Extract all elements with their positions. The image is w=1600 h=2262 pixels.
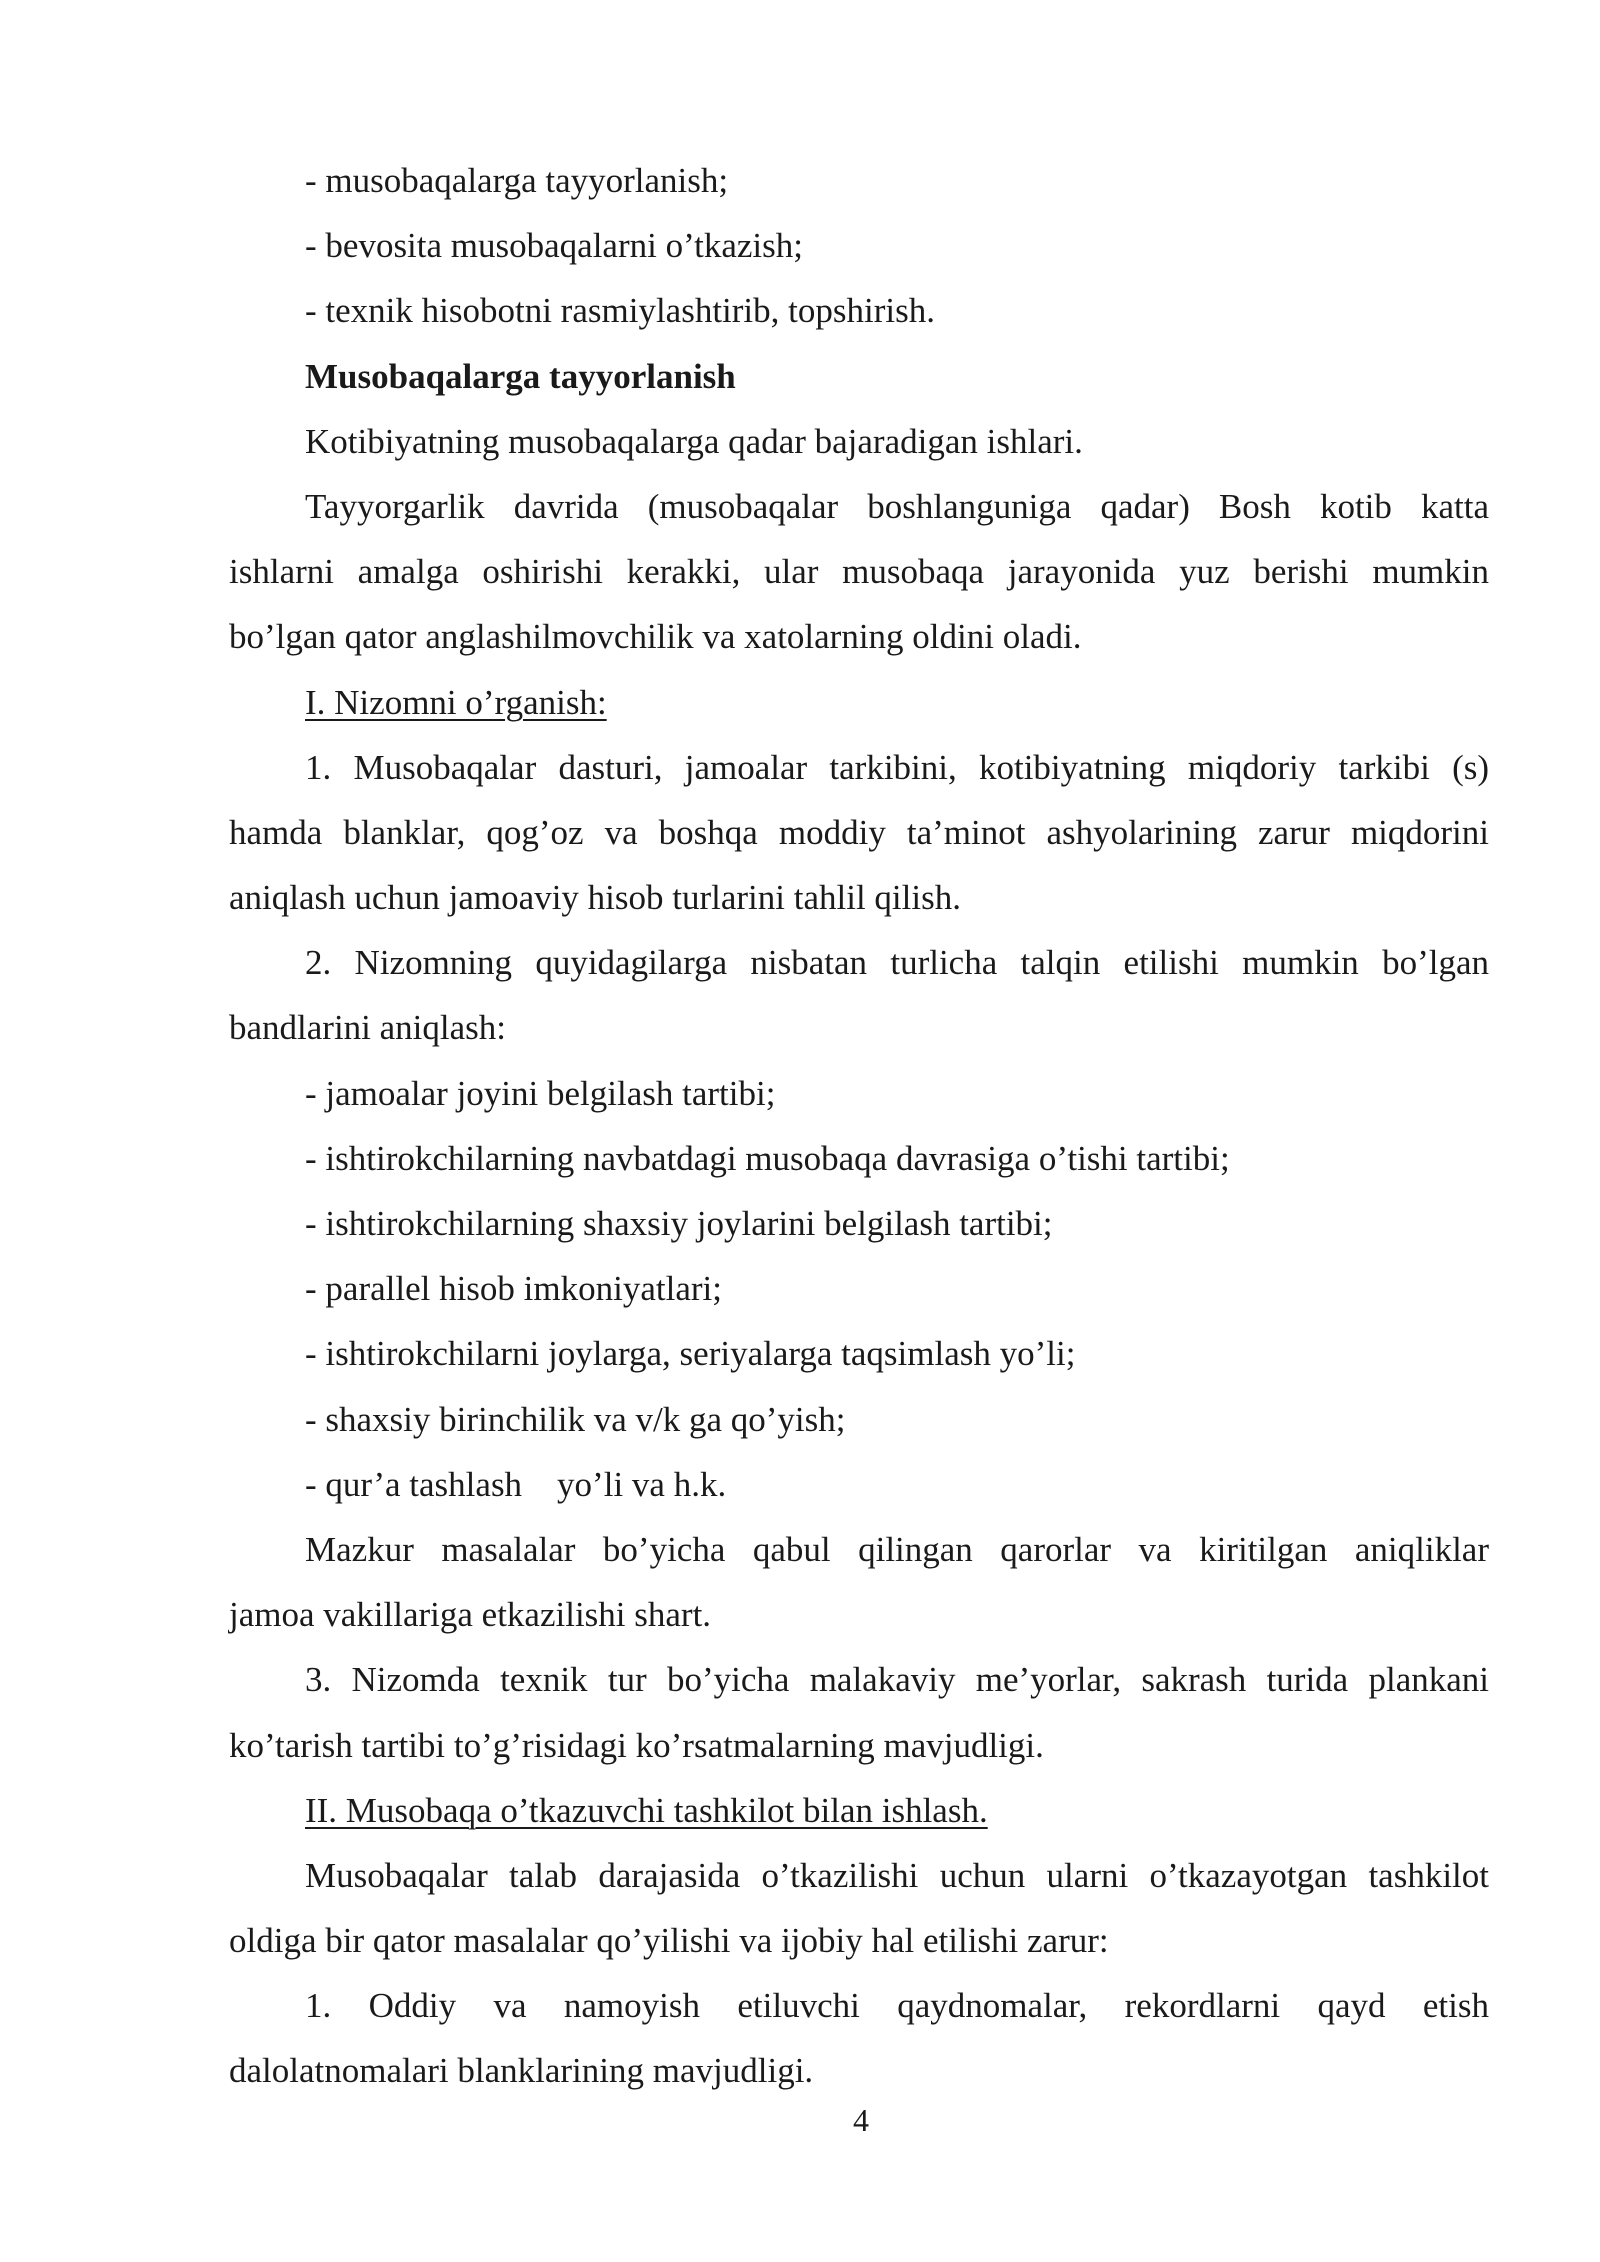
list-item: - ishtirokchilarning navbatdagi musobaqa davrasiga o’tishi tartibi;	[305, 1138, 1230, 1178]
subsection-heading	[229, 1778, 1489, 1843]
paragraph-line: 1. Musobaqalar dasturi, jamoalar tarkibini, kotibiyatning miqdoriy tarkibi (s)	[305, 747, 1489, 787]
paragraph-line: bo’lgan qator anglashilmovchilik va xatolarning oldini oladi.	[229, 617, 1082, 657]
paragraph-line: 2. Nizomning quyidagilarga nisbatan turlicha talqin etilishi mumkin bo’lgan	[305, 943, 1489, 983]
bullet-item: - texnik hisobotni rasmiylashtirib, topshirish.	[305, 291, 935, 331]
paragraph-line: Musobaqalar talab darajasida o’tkazilishi uchun ularni o’tkazayotgan tashkilot	[305, 1855, 1489, 1895]
paragraph-line: 1. Oddiy va namoyish etiluvchi qaydnomalar, rekordlarni qayd etish	[305, 1986, 1489, 2026]
paragraph-line: oldiga bir qator masalalar qo’yilishi va ijobiy hal etilishi zarur:	[229, 1921, 1109, 1961]
paragraph-line: dalolatnomalari blanklarining mavjudligi.	[229, 2051, 814, 2091]
list-item: - ishtirokchilarning shaxsiy joylarini belgilash tartibi;	[305, 1204, 1053, 1243]
list-item: - ishtirokchilarni joylarga, seriyalarga taqsimlash yo’li;	[305, 1334, 1076, 1374]
paragraph-line: Tayyorgarlik davrida (musobaqalar boshlanguniga qadar) Bosh kotib katta	[305, 486, 1489, 526]
document-body	[229, 148, 1489, 2104]
subsection-heading	[229, 670, 1489, 735]
paragraph-line: bandlarini aniqlash:	[229, 1008, 507, 1048]
list-item: - parallel hisob imkoniyatlari;	[305, 1269, 722, 1309]
list-item: - shaxsiy birinchilik va v/k ga qo’yish;	[305, 1399, 846, 1439]
paragraph-line: Mazkur masalalar bo’yicha qabul qilingan qarorlar va kiritilgan aniqliklar	[305, 1529, 1489, 1569]
paragraph-line: hamda blanklar, qog’oz va boshqa moddiy ta’minot ashyolarining zarur miqdorini	[229, 812, 1489, 852]
paragraph-line: ko’tarish tartibi to’g’risidagi ko’rsatmalarning mavjudligi.	[229, 1725, 1044, 1765]
paragraph-line: 3. Nizomda texnik tur bo’yicha malakaviy me’yorlar, sakrash turida plankani	[305, 1660, 1489, 1700]
subsection-heading-text: I. Nizomni o’rganish:	[305, 682, 607, 722]
paragraph-line: jamoa vakillariga etkazilishi shart.	[229, 1595, 712, 1635]
bullet-item: - musobaqalarga tayyorlanish;	[305, 161, 729, 200]
paragraph-line: aniqlash uchun jamoaviy hisob turlarini tahlil qilish.	[229, 878, 961, 918]
subsection-heading-text: II. Musobaqa o’tkazuvchi tashkilot bilan ishlash.	[305, 1790, 988, 1830]
bullet-item: - bevosita musobaqalarni o’tkazish;	[305, 226, 803, 266]
section-heading: Musobaqalarga tayyorlanish	[305, 356, 736, 396]
list-item: - jamoalar joyini belgilash tartibi;	[305, 1073, 776, 1113]
page-number: 4	[853, 2102, 869, 2138]
paragraph-line: ishlarni amalga oshirishi kerakki, ular musobaqa jarayonida yuz berishi mumkin	[229, 552, 1489, 592]
paragraph-line: Kotibiyatning musobaqalarga qadar bajaradigan ishlari.	[305, 421, 1083, 461]
list-item: - qur’a tashlash yo’li va h.k.	[305, 1464, 727, 1504]
